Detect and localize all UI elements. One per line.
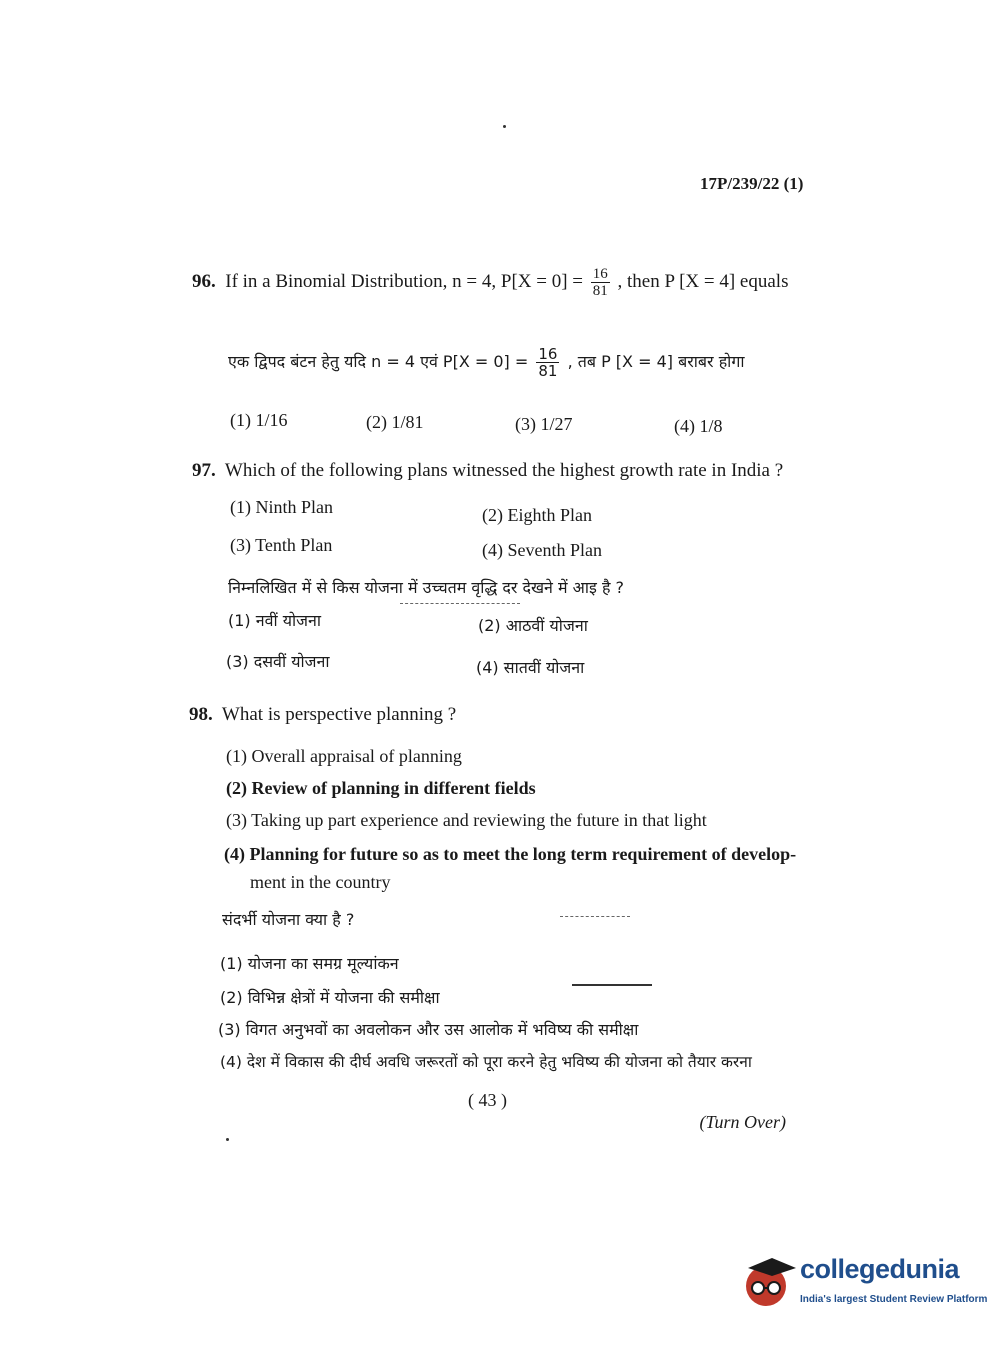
pen-mark — [400, 603, 520, 604]
pen-mark — [560, 916, 630, 917]
fraction-denominator: 81 — [592, 283, 608, 299]
q97-option-4: (4) Seventh Plan — [482, 540, 602, 560]
question-98-en — [189, 704, 456, 726]
q96-option-1: (1) 1/16 — [230, 410, 288, 430]
question-text-suffix: , then P [X = 4] equals — [617, 270, 789, 292]
q98-option-2: (2) Review of planning in different fields — [226, 778, 536, 798]
question-text: What is perspective planning ? — [221, 704, 457, 725]
speck — [503, 125, 506, 128]
q98-option-3-hi: (3) विगत अनुभवों का अवलोकन और उस आलोक में भविष्य की समीक्षा — [218, 1020, 639, 1039]
fraction — [591, 266, 610, 299]
question-text-prefix: If in a Binomial Distribution, n = 4, P[X = 0] = — [225, 270, 584, 292]
fraction-numerator: 16 — [538, 345, 558, 363]
turn-over-note: (Turn Over) — [699, 1112, 786, 1132]
brand-tagline: India's largest Student Review Platform — [800, 1294, 988, 1305]
fraction-denominator: 81 — [538, 362, 558, 380]
page-number: ( 43 ) — [468, 1090, 507, 1110]
q96-option-4: (4) 1/8 — [674, 416, 723, 436]
question-text-suffix-hi: , तब P [X = 4] बराबर होगा — [567, 352, 745, 371]
question-96-en — [192, 266, 788, 299]
question-number: 98. — [189, 704, 213, 725]
q97-option-1: (1) Ninth Plan — [230, 497, 333, 517]
speck — [226, 1138, 229, 1141]
question-98-hi: संदर्भी योजना क्या है ? — [222, 910, 355, 929]
q97-option-3-hi: (3) दसवीं योजना — [226, 652, 330, 671]
collegedunia-watermark — [742, 1250, 988, 1312]
question-97-hi: निम्नलिखित में से किस योजना में उच्चतम वृद्धि दर देखने में आइ है ? — [228, 578, 625, 597]
q97-option-3: (3) Tenth Plan — [230, 535, 333, 555]
question-number: 96. — [192, 270, 216, 292]
paper-code: 17P/239/22 (1) — [700, 174, 804, 193]
q98-option-1: (1) Overall appraisal of planning — [226, 746, 462, 766]
q97-option-1-hi: (1) नवीं योजना — [228, 611, 322, 630]
q97-option-2-hi: (2) आठवीं योजना — [478, 616, 588, 635]
q97-option-4-hi: (4) सातवीं योजना — [476, 658, 585, 677]
question-text: Which of the following plans witnessed the highest growth rate in India ? — [224, 460, 784, 481]
mascot-logo-icon — [742, 1250, 798, 1312]
brand-name: collegedunia — [800, 1254, 960, 1284]
question-number: 97. — [192, 460, 216, 481]
q96-option-2: (2) 1/81 — [366, 412, 424, 432]
q98-option-4: (4) Planning for future so as to meet the long term requirement of develop- — [224, 844, 797, 864]
q97-option-2: (2) Eighth Plan — [482, 505, 592, 525]
q98-option-1-hi: (1) योजना का समग्र मूल्यांकन — [220, 954, 399, 973]
pen-mark — [572, 984, 652, 986]
fraction-hi — [536, 346, 559, 379]
q98-option-4-hi: (4) देश में विकास की दीर्घ अवधि जरूरतों को पूरा करने हेतु भविष्य की योजना को तैयार करना — [220, 1053, 752, 1071]
fraction-numerator: 16 — [592, 266, 608, 282]
q98-option-2-hi: (2) विभिन्न क्षेत्रों में योजना की समीक्षा — [220, 988, 440, 1007]
q98-option-3: (3) Taking up part experience and reviewing the future in that light — [226, 810, 707, 830]
question-96-hi — [228, 346, 744, 379]
q96-option-3: (3) 1/27 — [515, 414, 573, 434]
q98-option-4-continued: ment in the country — [250, 872, 391, 892]
question-text-prefix-hi: एक द्विपद बंटन हेतु यदि n = 4 एवं P[X = 0] = — [228, 352, 529, 371]
question-97-en — [192, 460, 783, 482]
